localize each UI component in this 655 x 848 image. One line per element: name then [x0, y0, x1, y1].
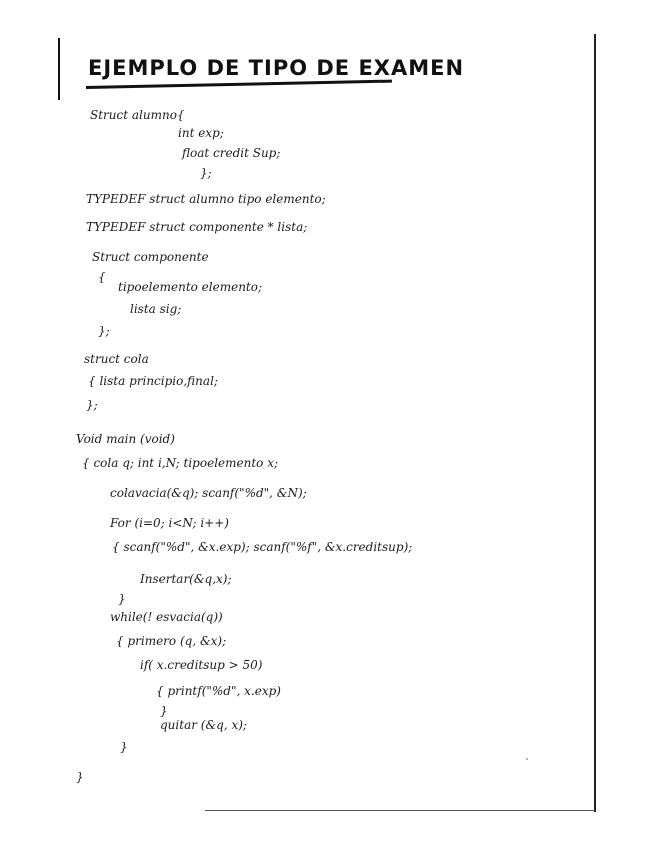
page-bottom-border: [205, 810, 595, 811]
code-line: TYPEDEF struct componente * lista;: [86, 220, 308, 234]
code-line: }: [160, 704, 168, 718]
scan-speck: [526, 758, 528, 760]
code-line: quitar (&q, x);: [160, 718, 247, 732]
code-line: };: [200, 166, 212, 180]
code-line: Insertar(&q,x);: [140, 572, 232, 586]
code-line: if( x.creditsup > 50): [140, 658, 263, 672]
page-right-border: [594, 34, 596, 812]
code-line: lista sig;: [130, 302, 182, 316]
code-line: Void main (void): [76, 432, 175, 446]
code-line: }: [76, 770, 84, 784]
code-line: colavacia(&q); scanf("%d", &N);: [110, 486, 307, 500]
code-line: }: [118, 592, 126, 606]
code-line: }: [120, 740, 128, 754]
code-line: Struct componente: [92, 250, 209, 264]
code-line: };: [98, 324, 110, 338]
code-line: int exp;: [178, 126, 224, 140]
title-underline: [86, 80, 392, 89]
page-title: EJEMPLO DE TIPO DE EXAMEN: [88, 56, 465, 80]
code-line: while(! esvacia(q)): [110, 610, 223, 624]
code-line: float credit Sup;: [182, 146, 281, 160]
code-line: tipoelemento elemento;: [118, 280, 263, 294]
code-line: { cola q; int i,N; tipoelemento x;: [82, 456, 279, 470]
page-left-border: [58, 38, 60, 100]
code-line: {: [98, 270, 106, 284]
code-line: };: [86, 398, 98, 412]
code-line: TYPEDEF struct alumno tipo elemento;: [86, 192, 326, 206]
code-line: { lista principio,final;: [88, 374, 218, 388]
code-line: { printf("%d", x.exp): [156, 684, 281, 698]
code-line: { scanf("%d", &x.exp); scanf("%f", &x.creditsup);: [112, 540, 413, 554]
code-line: struct cola: [84, 352, 149, 366]
code-line: Struct alumno{: [90, 108, 185, 122]
code-line: { primero (q, &x);: [116, 634, 227, 648]
code-line: For (i=0; i<N; i++): [110, 516, 229, 530]
